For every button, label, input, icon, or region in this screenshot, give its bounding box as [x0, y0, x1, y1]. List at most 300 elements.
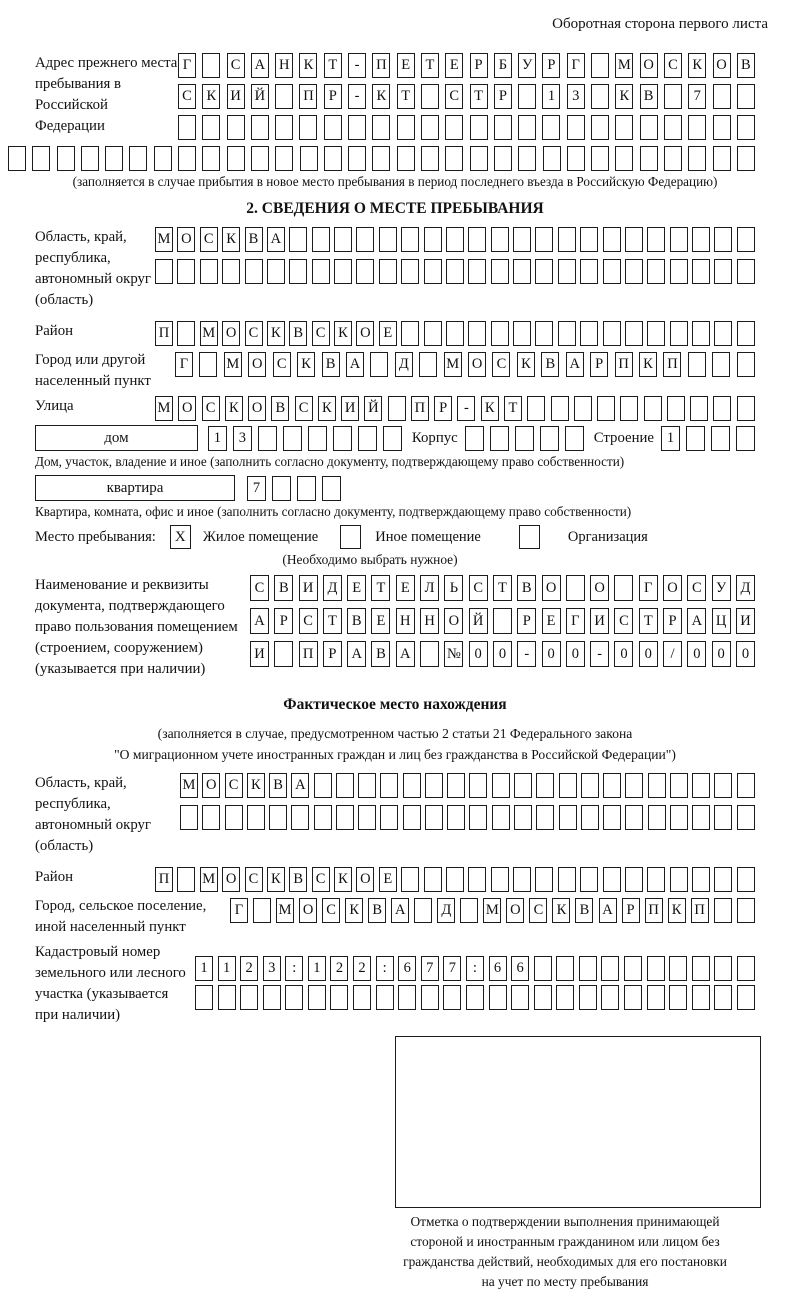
char-box[interactable]: [625, 867, 643, 892]
char-box[interactable]: Т: [323, 608, 342, 634]
char-box[interactable]: Е: [371, 608, 390, 634]
char-box[interactable]: К: [345, 898, 363, 923]
char-box[interactable]: [267, 259, 285, 284]
char-box[interactable]: -: [590, 641, 609, 667]
char-box[interactable]: 0: [542, 641, 561, 667]
char-box[interactable]: [624, 985, 642, 1010]
char-box[interactable]: -: [348, 84, 366, 109]
char-box[interactable]: 6: [489, 956, 507, 981]
char-box[interactable]: [372, 115, 390, 140]
char-box[interactable]: [579, 985, 597, 1010]
char-box[interactable]: [372, 146, 390, 171]
char-box[interactable]: [356, 227, 374, 252]
char-box[interactable]: [491, 227, 509, 252]
char-box[interactable]: П: [299, 84, 317, 109]
char-box[interactable]: [379, 259, 397, 284]
char-box[interactable]: [559, 805, 577, 830]
char-box[interactable]: У: [518, 53, 536, 78]
char-box[interactable]: С: [245, 321, 263, 346]
char-box[interactable]: О: [468, 352, 486, 377]
char-box[interactable]: [513, 227, 531, 252]
char-box[interactable]: [669, 956, 687, 981]
char-box[interactable]: [648, 805, 666, 830]
char-box[interactable]: [401, 321, 419, 346]
char-box[interactable]: Т: [371, 575, 390, 601]
char-box[interactable]: [177, 867, 195, 892]
char-box[interactable]: [465, 426, 484, 451]
char-box[interactable]: К: [334, 867, 352, 892]
char-box[interactable]: [647, 985, 665, 1010]
char-box[interactable]: [737, 867, 755, 892]
char-box[interactable]: О: [222, 867, 240, 892]
char-box[interactable]: [714, 321, 732, 346]
char-box[interactable]: Р: [663, 608, 682, 634]
char-box[interactable]: Й: [469, 608, 488, 634]
char-box[interactable]: [469, 773, 487, 798]
char-box[interactable]: А: [267, 227, 285, 252]
char-box[interactable]: [247, 805, 265, 830]
char-box[interactable]: [511, 985, 529, 1010]
apartment-type-box[interactable]: квартира: [35, 475, 235, 501]
char-box[interactable]: [81, 146, 99, 171]
char-box[interactable]: [514, 805, 532, 830]
char-box[interactable]: А: [291, 773, 309, 798]
char-box[interactable]: С: [299, 608, 318, 634]
char-box[interactable]: 1: [195, 956, 213, 981]
char-box[interactable]: [419, 352, 437, 377]
char-box[interactable]: [670, 227, 688, 252]
char-box[interactable]: [567, 115, 585, 140]
char-box[interactable]: [558, 227, 576, 252]
char-box[interactable]: 1: [208, 426, 227, 451]
char-box[interactable]: [714, 867, 732, 892]
char-box[interactable]: [421, 115, 439, 140]
char-box[interactable]: В: [245, 227, 263, 252]
char-box[interactable]: О: [590, 575, 609, 601]
char-box[interactable]: :: [376, 956, 394, 981]
char-box[interactable]: 2: [330, 956, 348, 981]
char-box[interactable]: [625, 259, 643, 284]
char-box[interactable]: [388, 396, 406, 421]
char-box[interactable]: К: [372, 84, 390, 109]
char-box[interactable]: С: [202, 396, 220, 421]
char-box[interactable]: 0: [469, 641, 488, 667]
char-box[interactable]: [245, 259, 263, 284]
char-box[interactable]: [534, 956, 552, 981]
char-box[interactable]: 7: [421, 956, 439, 981]
char-box[interactable]: [692, 259, 710, 284]
char-box[interactable]: К: [639, 352, 657, 377]
char-box[interactable]: [218, 985, 236, 1010]
char-box[interactable]: [713, 396, 731, 421]
char-box[interactable]: [670, 773, 688, 798]
char-box[interactable]: С: [273, 352, 291, 377]
char-box[interactable]: Р: [323, 641, 342, 667]
char-box[interactable]: К: [517, 352, 535, 377]
char-box[interactable]: С: [445, 84, 463, 109]
char-box[interactable]: 1: [218, 956, 236, 981]
char-box[interactable]: К: [688, 53, 706, 78]
char-box[interactable]: [580, 227, 598, 252]
char-box[interactable]: [414, 898, 432, 923]
char-box[interactable]: [314, 773, 332, 798]
char-box[interactable]: [195, 985, 213, 1010]
char-box[interactable]: [688, 146, 706, 171]
char-box[interactable]: Д: [323, 575, 342, 601]
char-box[interactable]: П: [155, 321, 173, 346]
char-box[interactable]: [580, 321, 598, 346]
char-box[interactable]: М: [180, 773, 198, 798]
char-box[interactable]: [647, 956, 665, 981]
char-box[interactable]: [324, 115, 342, 140]
char-box[interactable]: [199, 352, 217, 377]
char-box[interactable]: [581, 773, 599, 798]
char-box[interactable]: [686, 426, 705, 451]
char-box[interactable]: М: [200, 321, 218, 346]
char-box[interactable]: [556, 956, 574, 981]
char-box[interactable]: Е: [379, 867, 397, 892]
char-box[interactable]: [460, 898, 478, 923]
char-box[interactable]: [603, 773, 621, 798]
char-box[interactable]: Р: [434, 396, 452, 421]
char-box[interactable]: В: [371, 641, 390, 667]
char-box[interactable]: [714, 985, 732, 1010]
char-box[interactable]: [667, 396, 685, 421]
char-box[interactable]: В: [271, 396, 289, 421]
char-box[interactable]: 2: [240, 956, 258, 981]
char-box[interactable]: [534, 985, 552, 1010]
char-box[interactable]: К: [222, 227, 240, 252]
char-box[interactable]: [692, 321, 710, 346]
char-box[interactable]: [559, 773, 577, 798]
char-box[interactable]: [177, 321, 195, 346]
char-box[interactable]: [603, 321, 621, 346]
char-box[interactable]: [200, 259, 218, 284]
char-box[interactable]: [424, 321, 442, 346]
char-box[interactable]: К: [552, 898, 570, 923]
char-box[interactable]: [492, 773, 510, 798]
char-box[interactable]: П: [299, 641, 318, 667]
char-box[interactable]: [513, 259, 531, 284]
char-box[interactable]: О: [248, 352, 266, 377]
char-box[interactable]: [558, 321, 576, 346]
char-box[interactable]: [289, 259, 307, 284]
char-box[interactable]: [737, 227, 755, 252]
char-box[interactable]: [334, 227, 352, 252]
char-box[interactable]: К: [615, 84, 633, 109]
char-box[interactable]: [737, 956, 755, 981]
char-box[interactable]: А: [599, 898, 617, 923]
char-box[interactable]: С: [469, 575, 488, 601]
char-box[interactable]: [490, 426, 509, 451]
char-box[interactable]: С: [529, 898, 547, 923]
char-box[interactable]: К: [318, 396, 336, 421]
char-box[interactable]: [397, 115, 415, 140]
char-box[interactable]: [670, 867, 688, 892]
char-box[interactable]: [647, 321, 665, 346]
char-box[interactable]: [308, 426, 327, 451]
char-box[interactable]: [670, 805, 688, 830]
char-box[interactable]: [615, 146, 633, 171]
char-box[interactable]: С: [664, 53, 682, 78]
char-box[interactable]: С: [227, 53, 245, 78]
char-box[interactable]: [513, 867, 531, 892]
char-box[interactable]: [647, 227, 665, 252]
char-box[interactable]: Р: [470, 53, 488, 78]
char-box[interactable]: [443, 985, 461, 1010]
char-box[interactable]: [591, 146, 609, 171]
char-box[interactable]: [383, 426, 402, 451]
char-box[interactable]: [397, 146, 415, 171]
char-box[interactable]: [469, 805, 487, 830]
char-box[interactable]: С: [322, 898, 340, 923]
char-box[interactable]: [202, 805, 220, 830]
char-box[interactable]: [664, 84, 682, 109]
char-box[interactable]: К: [267, 321, 285, 346]
char-box[interactable]: [493, 608, 512, 634]
char-box[interactable]: М: [200, 867, 218, 892]
char-box[interactable]: Г: [230, 898, 248, 923]
char-box[interactable]: [624, 956, 642, 981]
char-box[interactable]: Р: [274, 608, 293, 634]
char-box[interactable]: В: [541, 352, 559, 377]
char-box[interactable]: К: [668, 898, 686, 923]
char-box[interactable]: [468, 227, 486, 252]
char-box[interactable]: [647, 259, 665, 284]
char-box[interactable]: [424, 227, 442, 252]
char-box[interactable]: С: [614, 608, 633, 634]
char-box[interactable]: [692, 867, 710, 892]
char-box[interactable]: [543, 146, 561, 171]
char-box[interactable]: [289, 227, 307, 252]
char-box[interactable]: О: [640, 53, 658, 78]
char-box[interactable]: [535, 867, 553, 892]
char-box[interactable]: [129, 146, 147, 171]
char-box[interactable]: О: [542, 575, 561, 601]
char-box[interactable]: [518, 146, 536, 171]
char-box[interactable]: [491, 259, 509, 284]
char-box[interactable]: [688, 352, 706, 377]
char-box[interactable]: [336, 805, 354, 830]
char-box[interactable]: [330, 985, 348, 1010]
char-box[interactable]: [614, 575, 633, 601]
char-box[interactable]: О: [202, 773, 220, 798]
char-box[interactable]: Д: [395, 352, 413, 377]
char-box[interactable]: Т: [470, 84, 488, 109]
char-box[interactable]: [356, 259, 374, 284]
char-box[interactable]: [714, 805, 732, 830]
char-box[interactable]: О: [299, 898, 317, 923]
char-box[interactable]: [324, 146, 342, 171]
char-box[interactable]: [491, 321, 509, 346]
char-box[interactable]: В: [269, 773, 287, 798]
char-box[interactable]: [202, 115, 220, 140]
char-box[interactable]: [580, 867, 598, 892]
char-box[interactable]: В: [517, 575, 536, 601]
char-box[interactable]: [625, 321, 643, 346]
char-box[interactable]: [251, 115, 269, 140]
char-box[interactable]: [421, 84, 439, 109]
char-box[interactable]: [737, 985, 755, 1010]
char-box[interactable]: Н: [275, 53, 293, 78]
char-box[interactable]: [737, 146, 755, 171]
char-box[interactable]: М: [615, 53, 633, 78]
char-box[interactable]: [468, 867, 486, 892]
char-box[interactable]: [202, 53, 220, 78]
char-box[interactable]: [664, 115, 682, 140]
char-box[interactable]: [297, 476, 316, 501]
char-box[interactable]: [283, 426, 302, 451]
char-box[interactable]: В: [347, 608, 366, 634]
char-box[interactable]: 1: [661, 426, 680, 451]
char-box[interactable]: [640, 146, 658, 171]
char-box[interactable]: [536, 805, 554, 830]
char-box[interactable]: О: [248, 396, 266, 421]
char-box[interactable]: [558, 867, 576, 892]
char-box[interactable]: [711, 426, 730, 451]
char-box[interactable]: И: [250, 641, 269, 667]
char-box[interactable]: Е: [445, 53, 463, 78]
char-box[interactable]: В: [737, 53, 755, 78]
char-box[interactable]: [692, 773, 710, 798]
char-box[interactable]: [421, 146, 439, 171]
char-box[interactable]: /: [663, 641, 682, 667]
char-box[interactable]: Т: [397, 84, 415, 109]
char-box[interactable]: [644, 396, 662, 421]
char-box[interactable]: [258, 426, 277, 451]
char-box[interactable]: [424, 259, 442, 284]
char-box[interactable]: И: [341, 396, 359, 421]
char-box[interactable]: [536, 773, 554, 798]
char-box[interactable]: [155, 259, 173, 284]
char-box[interactable]: -: [348, 53, 366, 78]
char-box[interactable]: [601, 956, 619, 981]
char-box[interactable]: Р: [324, 84, 342, 109]
char-box[interactable]: [322, 476, 341, 501]
char-box[interactable]: К: [299, 53, 317, 78]
char-box[interactable]: [664, 146, 682, 171]
char-box[interactable]: [737, 898, 755, 923]
char-box[interactable]: [712, 352, 730, 377]
char-box[interactable]: [251, 146, 269, 171]
char-box[interactable]: Й: [364, 396, 382, 421]
char-box[interactable]: Т: [504, 396, 522, 421]
char-box[interactable]: У: [712, 575, 731, 601]
char-box[interactable]: К: [267, 867, 285, 892]
char-box[interactable]: [380, 805, 398, 830]
char-box[interactable]: [275, 115, 293, 140]
char-box[interactable]: 0: [687, 641, 706, 667]
char-box[interactable]: [336, 773, 354, 798]
char-box[interactable]: С: [250, 575, 269, 601]
char-box[interactable]: Р: [542, 53, 560, 78]
char-box[interactable]: [470, 115, 488, 140]
char-box[interactable]: [154, 146, 172, 171]
char-box[interactable]: И: [227, 84, 245, 109]
char-box[interactable]: [275, 84, 293, 109]
char-box[interactable]: [737, 773, 755, 798]
char-box[interactable]: [225, 805, 243, 830]
char-box[interactable]: [714, 898, 732, 923]
char-box[interactable]: [178, 115, 196, 140]
char-box[interactable]: К: [481, 396, 499, 421]
char-box[interactable]: [591, 53, 609, 78]
char-box[interactable]: :: [285, 956, 303, 981]
char-box[interactable]: О: [663, 575, 682, 601]
char-box[interactable]: :: [466, 956, 484, 981]
char-box[interactable]: [403, 805, 421, 830]
house-type-box[interactable]: дом: [35, 425, 198, 451]
char-box[interactable]: С: [312, 867, 330, 892]
char-box[interactable]: А: [566, 352, 584, 377]
char-box[interactable]: [285, 985, 303, 1010]
char-box[interactable]: Р: [517, 608, 536, 634]
char-box[interactable]: [425, 805, 443, 830]
char-box[interactable]: 0: [566, 641, 585, 667]
char-box[interactable]: [401, 259, 419, 284]
char-box[interactable]: [566, 575, 585, 601]
char-box[interactable]: [601, 985, 619, 1010]
char-box[interactable]: [333, 426, 352, 451]
checkbox-organization[interactable]: [519, 525, 540, 549]
char-box[interactable]: [491, 867, 509, 892]
char-box[interactable]: [574, 396, 592, 421]
char-box[interactable]: О: [177, 227, 195, 252]
char-box[interactable]: Е: [542, 608, 561, 634]
char-box[interactable]: М: [276, 898, 294, 923]
char-box[interactable]: М: [155, 396, 173, 421]
char-box[interactable]: 2: [353, 956, 371, 981]
char-box[interactable]: [468, 321, 486, 346]
char-box[interactable]: [714, 259, 732, 284]
char-box[interactable]: [308, 985, 326, 1010]
char-box[interactable]: Г: [566, 608, 585, 634]
char-box[interactable]: Т: [493, 575, 512, 601]
char-box[interactable]: [403, 773, 421, 798]
char-box[interactable]: Е: [347, 575, 366, 601]
char-box[interactable]: [180, 805, 198, 830]
checkbox-residential[interactable]: X: [170, 525, 191, 549]
char-box[interactable]: Д: [736, 575, 755, 601]
char-box[interactable]: [518, 84, 536, 109]
char-box[interactable]: [527, 396, 545, 421]
char-box[interactable]: [274, 641, 293, 667]
char-box[interactable]: П: [663, 352, 681, 377]
char-box[interactable]: А: [347, 641, 366, 667]
char-box[interactable]: [625, 227, 643, 252]
char-box[interactable]: Н: [420, 608, 439, 634]
char-box[interactable]: [603, 805, 621, 830]
char-box[interactable]: [222, 259, 240, 284]
char-box[interactable]: Т: [324, 53, 342, 78]
char-box[interactable]: [202, 146, 220, 171]
char-box[interactable]: Г: [567, 53, 585, 78]
char-box[interactable]: И: [590, 608, 609, 634]
char-box[interactable]: [8, 146, 26, 171]
char-box[interactable]: [737, 805, 755, 830]
char-box[interactable]: [591, 84, 609, 109]
char-box[interactable]: [737, 352, 755, 377]
char-box[interactable]: А: [346, 352, 364, 377]
char-box[interactable]: [692, 805, 710, 830]
char-box[interactable]: Р: [622, 898, 640, 923]
char-box[interactable]: М: [224, 352, 242, 377]
char-box[interactable]: [535, 227, 553, 252]
char-box[interactable]: [540, 426, 559, 451]
char-box[interactable]: [314, 805, 332, 830]
char-box[interactable]: [227, 115, 245, 140]
char-box[interactable]: В: [274, 575, 293, 601]
